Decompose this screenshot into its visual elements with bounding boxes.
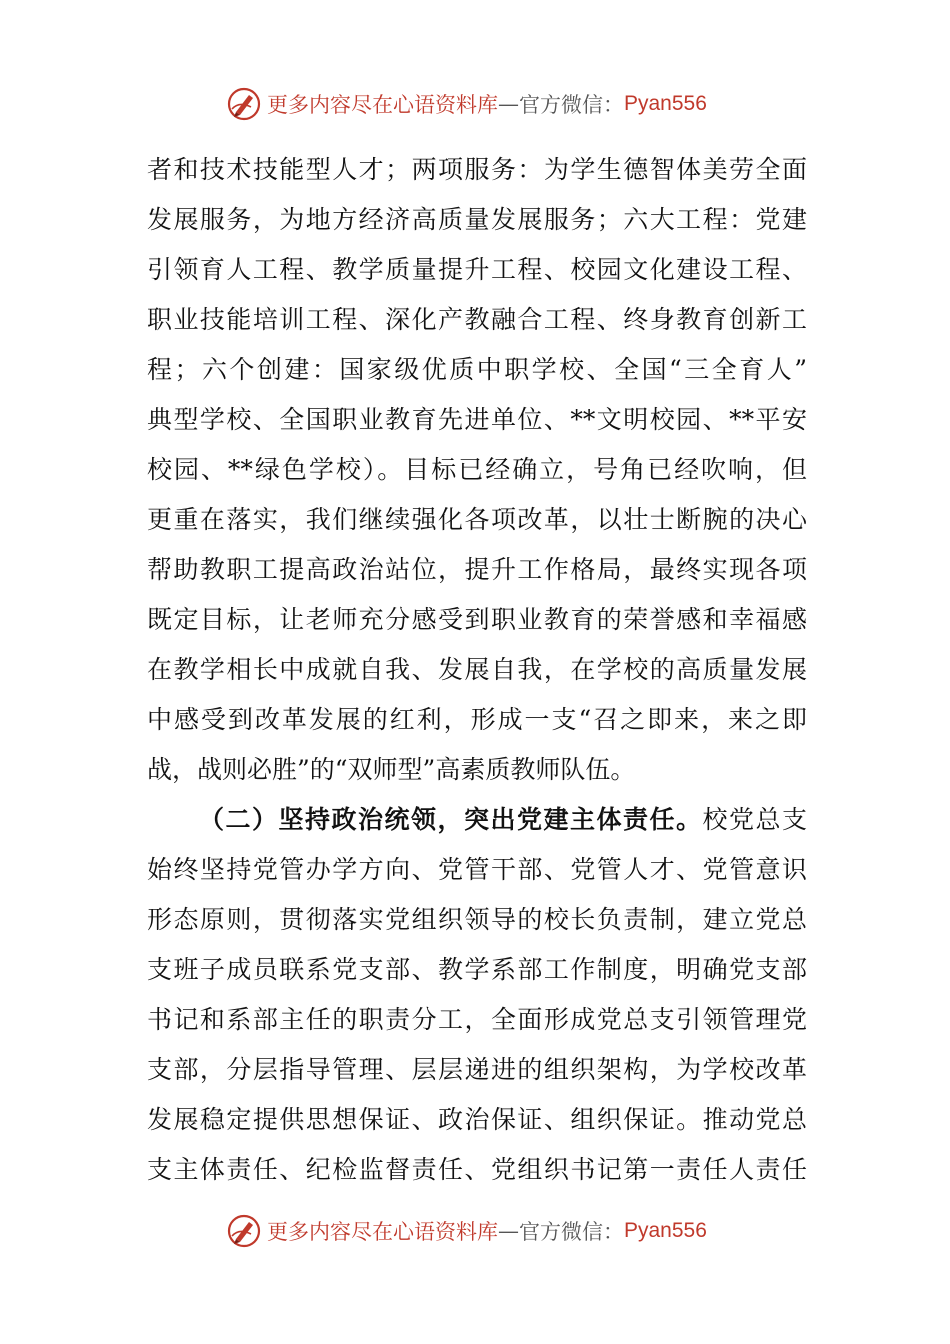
paragraph1-line: 更重在落实，我们继续强化各项改革，以壮士断腕的决心 [147, 505, 807, 534]
paragraph2-line: 发展稳定提供思想保证、政治保证、组织保证。推动党总 [147, 1105, 807, 1134]
footer-watermark [227, 1211, 707, 1251]
watermark-account: Pyan556 [624, 1219, 707, 1242]
watermark-dash: — [498, 1219, 519, 1243]
paragraph1-line: 帮助教职工提高政治站位，提升工作格局，最终实现各项 [147, 555, 807, 584]
watermark-dash: — [498, 92, 519, 116]
watermark-brand: 更多内容尽在心语资料库 [267, 1220, 498, 1244]
paragraph1-line: 战，战则必胜”的“双师型”高素质教师队伍。 [147, 755, 636, 784]
paragraph1-line: 程；六个创建：国家级优质中职学校、全国“三全育人” [147, 355, 807, 384]
paragraph1-line: 在教学相长中成就自我、发展自我，在学校的高质量发展 [147, 655, 807, 684]
paragraph2-line: 支部，分层指导管理、层层递进的组织架构，为学校改革 [147, 1055, 807, 1084]
watermark-account: Pyan556 [624, 92, 707, 115]
paragraph2-line: 书记和系部主任的职责分工，全面形成党总支引领管理党 [147, 1005, 807, 1034]
watermark-label: 官方微信： [519, 93, 624, 117]
watermark-label: 官方微信： [519, 1220, 624, 1244]
paragraph2-line: 支主体责任、纪检监督责任、党组织书记第一责任人责任 [147, 1155, 807, 1184]
paragraph1-line: 既定目标，让老师充分感受到职业教育的荣誉感和幸福感 [147, 605, 807, 634]
paragraph2-line: 形态原则，贯彻落实党组织领导的校长负责制，建立党总 [147, 905, 807, 934]
watermark-brand: 更多内容尽在心语资料库 [267, 93, 498, 117]
paragraph1-line: 者和技术技能型人才；两项服务：为学生德智体美劳全面 [147, 155, 807, 184]
document-body [147, 145, 807, 1195]
section-heading-continuation: 校党总支 [702, 805, 807, 834]
section-heading-line [147, 795, 807, 845]
paragraph1-line: 发展服务，为地方经济高质量发展服务；六大工程：党建 [147, 205, 807, 234]
pen-circle-logo-icon [227, 87, 261, 121]
paragraph2-line: 始终坚持党管办学方向、党管干部、党管人才、党管意识 [147, 855, 807, 884]
paragraph1-line: 校园、**绿色学校）。目标已经确立，号角已经吹响，但 [147, 455, 807, 484]
paragraph1-line: 引领育人工程、教学质量提升工程、校园文化建设工程、 [147, 255, 807, 284]
paragraph1-line: 中感受到改革发展的红利，形成一支“召之即来，来之即 [147, 705, 807, 734]
section-heading: （二）坚持政治统领，突出党建主体责任。 [199, 805, 703, 834]
header-watermark [227, 84, 707, 124]
pen-circle-logo-icon [227, 1214, 261, 1248]
paragraph2-line: 支班子成员联系党支部、教学系部工作制度，明确党支部 [147, 955, 807, 984]
paragraph1-line: 典型学校、全国职业教育先进单位、**文明校园、**平安 [147, 405, 807, 434]
paragraph1-line: 职业技能培训工程、深化产教融合工程、终身教育创新工 [147, 305, 807, 334]
